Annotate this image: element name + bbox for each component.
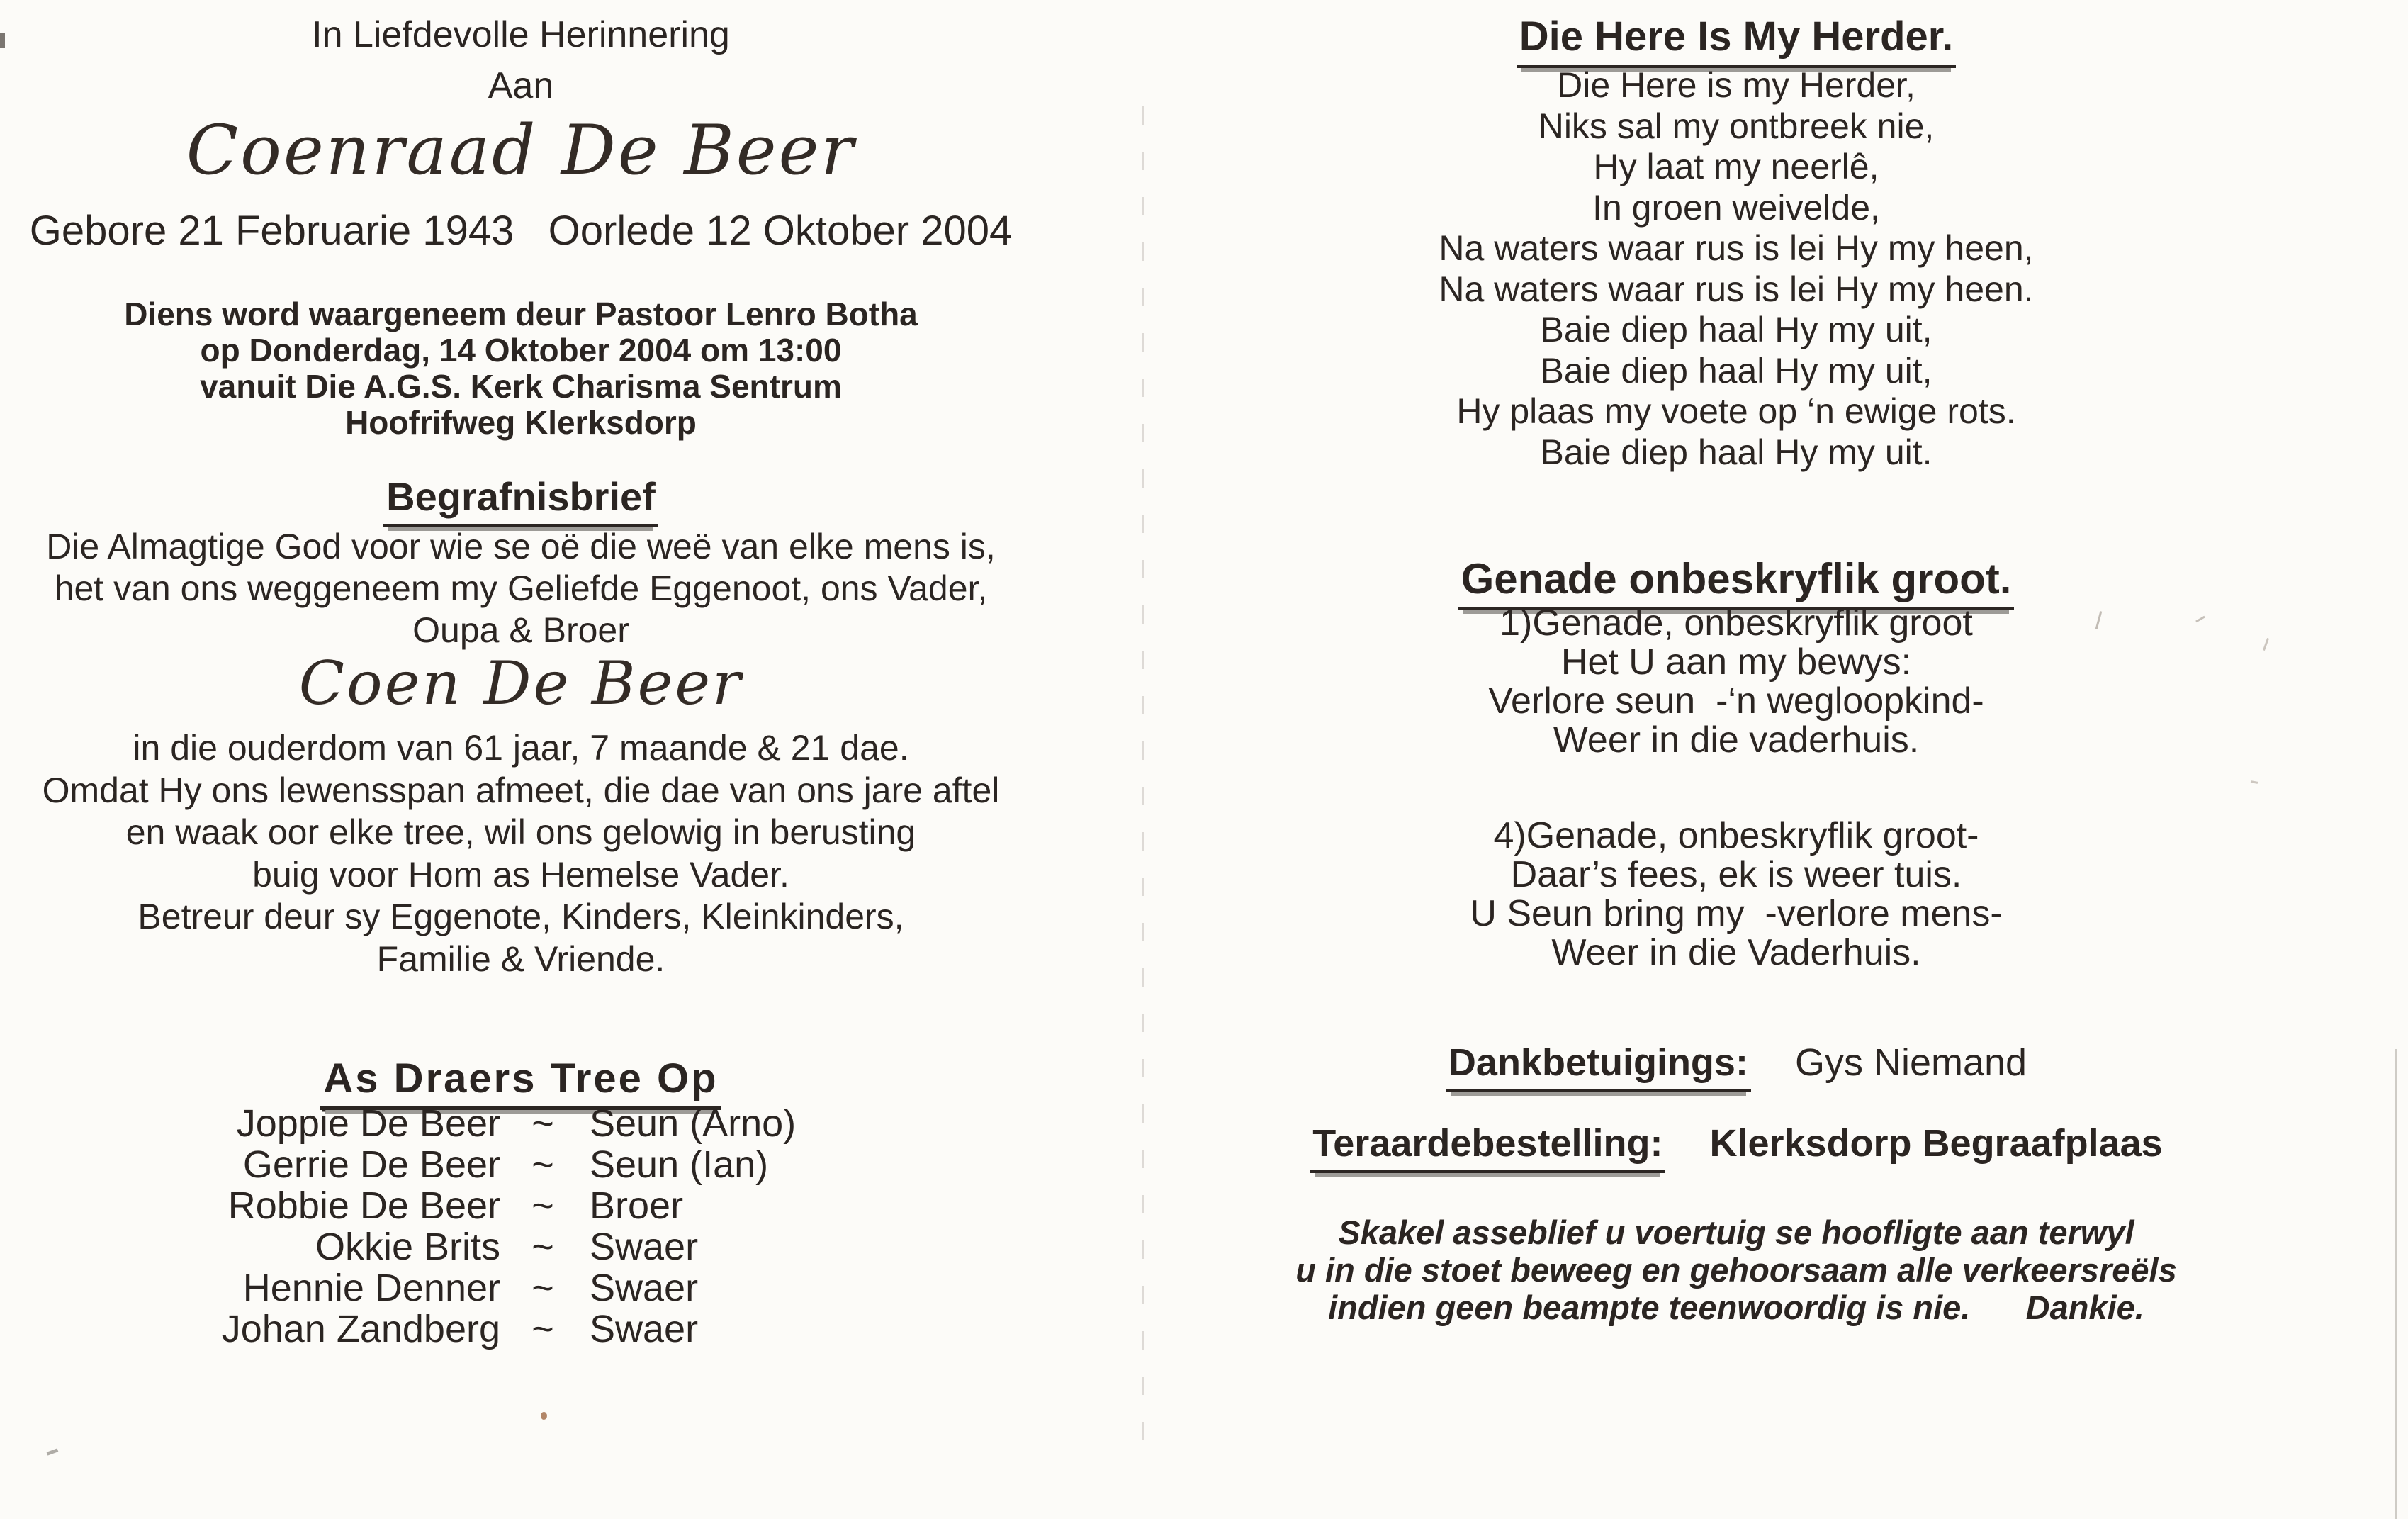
right-page — [1205, 0, 2268, 1519]
memorial-header — [0, 11, 1042, 58]
pallbearer-name: Gerrie De Beer — [242, 1143, 500, 1186]
pallbearer-separator: ~ — [531, 1184, 554, 1227]
pallbearer-separator: ~ — [531, 1102, 554, 1145]
pallbearer-separator: ~ — [531, 1226, 554, 1268]
hymn-line: Na waters waar rus is lei Hy my heen. — [1439, 269, 2034, 309]
obituary-line: het van ons weggeneem my Geliefde Eggenoot, ons Vader, — [54, 568, 988, 608]
pallbearer-name: Johan Zandberg — [221, 1308, 500, 1350]
hymn-line: Weer in die Vaderhuis. — [1551, 932, 1921, 973]
pallbearer-relation: Swaer — [590, 1308, 699, 1350]
pallbearers-list — [0, 1103, 1042, 1350]
hymn-line: 1)Genade, onbeskryflik groot — [1500, 602, 1973, 644]
burial-line — [1205, 1121, 2268, 1173]
memorial-header-aan — [0, 62, 1042, 109]
hymn-herder-heading: Die Here Is My Herder. — [1205, 13, 2268, 68]
procession-notice — [1205, 1213, 2268, 1326]
service-line: op Donderdag, 14 Oktober 2004 om 13:00 — [200, 332, 842, 369]
hymn-line: Hy plaas my voete op ‘n ewige rots. — [1456, 391, 2016, 431]
tribute-line: en waak oor elke tree, wil ons gelowig in berusting — [125, 812, 916, 852]
hymn-line: 4)Genade, onbeskryflik groot- — [1493, 815, 1979, 856]
burial-value: Klerksdorp Begraafplaas — [1709, 1122, 2163, 1165]
hymn-genade-verse4 — [1205, 817, 2268, 973]
hymn-line: Het U aan my bewys: — [1560, 641, 1912, 683]
notice-line: u in die stoet beweeg en gehoorsaam alle verkeersreëls — [1295, 1251, 2177, 1289]
tribute-line: in die ouderdom van 61 jaar, 7 maande & 21 dae. — [133, 728, 909, 768]
notice-line: indien geen beampte teenwoordig is nie. Dankie. — [1328, 1289, 2144, 1326]
acknowledgement-label: Dankbetuigings: — [1446, 1043, 1751, 1092]
pallbearer-name: Robbie De Beer — [227, 1184, 500, 1227]
service-line: Diens word waargeneem deur Pastoor Lenro Botha — [124, 296, 918, 332]
pallbearer-separator: ~ — [531, 1267, 554, 1309]
hymn-line: Verlore seun -‘n wegloopkind- — [1488, 680, 1984, 722]
left-page — [0, 0, 1042, 1519]
service-line: vanuit Die A.G.S. Kerk Charisma Sentrum — [200, 368, 842, 405]
hymn-line: Daar’s fees, ek is weer tuis. — [1510, 854, 1962, 895]
acknowledgement-value: Gys Niemand — [1794, 1041, 2027, 1084]
tribute-line: Betreur deur sy Eggenote, Kinders, Kleinkinders, — [137, 897, 904, 936]
tribute-line: buig voor Hom as Hemelse Vader. — [252, 854, 789, 895]
scan-speck — [0, 33, 5, 48]
service-line: Hoofrifweg Klerksdorp — [345, 404, 697, 441]
pallbearer-name: Okkie Brits — [315, 1226, 500, 1268]
pallbearer-relation: Broer — [590, 1184, 684, 1227]
pallbearers-heading: As Draers Tree Op — [0, 1055, 1042, 1110]
page-fold-line — [1142, 106, 1144, 1446]
pallbearer-separator: ~ — [531, 1143, 554, 1186]
obituary-line: Die Almagtige God voor wie se oë die weë van elke mens is, — [46, 527, 996, 566]
obituary-line: Oupa & Broer — [412, 610, 629, 650]
hymn-line: Weer in die vaderhuis. — [1553, 719, 1920, 761]
hymn-genade-verse1 — [1205, 604, 2268, 760]
scan-edge-line — [2395, 1049, 2397, 1519]
tribute-line: Omdat Hy ons lewensspan afmeet, die dae van ons jare aftel — [42, 770, 1000, 810]
hymn-line: In groen weivelde, — [1592, 187, 1880, 228]
pallbearer-relation: Seun (Arno) — [590, 1102, 797, 1145]
tribute-line: Familie & Vriende. — [376, 938, 665, 979]
pallbearer-relation: Swaer — [590, 1226, 699, 1268]
obituary-heading: Begrafnisbrief — [0, 473, 1042, 527]
hymn-line: Niks sal my ontbreek nie, — [1538, 106, 1935, 146]
hymn-line: Hy laat my neerlê, — [1593, 147, 1879, 186]
hymn-genade-heading: Genade onbeskryflik groot. — [1205, 554, 2268, 610]
acknowledgement-line — [1205, 1041, 2268, 1092]
life-dates: Gebore 21 Februarie 1943 Oorlede 12 Oktober 2004 — [29, 208, 1013, 254]
pallbearer-separator: ~ — [531, 1308, 554, 1350]
pallbearer-relation: Seun (Ian) — [590, 1143, 769, 1186]
tribute-text — [0, 727, 1042, 980]
memorial-header-line1: In Liefdevolle Herinnering — [312, 14, 730, 55]
hymn-herder-text — [1205, 65, 2268, 473]
hymn-line: Baie diep haal Hy my uit, — [1540, 350, 1932, 391]
service-details — [0, 296, 1042, 441]
burial-label: Teraardebestelling: — [1310, 1123, 1665, 1173]
pallbearer-relation: Swaer — [590, 1267, 699, 1309]
notice-line: Skakel asseblief u voertuig se hoofligte aan terwyl — [1338, 1213, 2134, 1251]
hymn-line: U Seun bring my -verlore mens- — [1470, 893, 2003, 934]
pallbearer-name: Joppie De Beer — [236, 1102, 500, 1145]
hymn-line: Die Here is my Herder, — [1557, 65, 1915, 105]
memorial-header-line2: Aan — [488, 65, 554, 106]
obituary-text — [0, 526, 1042, 651]
hymn-line: Baie diep haal Hy my uit. — [1540, 432, 1932, 472]
scan-speck — [541, 1412, 547, 1420]
pallbearer-name: Hennie Denner — [242, 1267, 500, 1309]
deceased-name: Coenraad De Beer — [186, 111, 856, 190]
hymn-line: Baie diep haal Hy my uit, — [1540, 310, 1932, 349]
obituary-name: Coen De Beer — [298, 649, 743, 718]
hymn-line: Na waters waar rus is lei Hy my heen, — [1439, 228, 2034, 268]
